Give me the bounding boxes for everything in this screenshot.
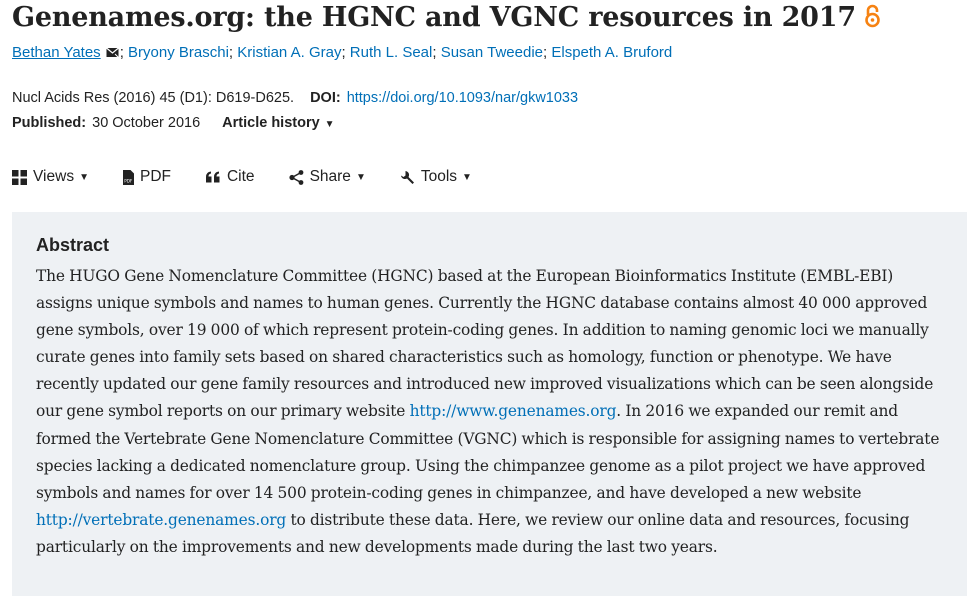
pdf-label: PDF <box>139 168 171 185</box>
email-icon[interactable] <box>106 45 119 62</box>
abstract-section <box>12 212 967 596</box>
share-icon <box>289 170 304 185</box>
views-label: Views <box>33 168 75 185</box>
article-history-dropdown[interactable] <box>222 115 334 131</box>
author-link[interactable]: Elspeth A. Bruford <box>551 44 673 61</box>
article-toolbar <box>12 166 506 188</box>
tools-button[interactable] <box>400 166 472 188</box>
open-access-lock-icon <box>864 4 881 35</box>
grid-icon <box>12 170 27 185</box>
author-link[interactable]: Ruth L. Seal <box>349 44 433 61</box>
abstract-text-part: The HUGO Gene Nomenclature Committee (HGNC) based at the European Bioinformatics Institute (EMBL-EBI) assigns unique symbols and names to human genes. Currently the HGNC database contains almost 40 000 approved gene symbols, over 19 000 of which represent protein-coding genes. In addition to naming genomic loci we manually curate genes into family sets based on shared characteristics such as homology, function or phenotype. We have recently updated our gene family resources and introduced new improved visualizations which can be seen alongside our gene symbol reports on our primary website <box>36 267 934 421</box>
svg-text:PDF: PDF <box>124 178 133 183</box>
abstract-text <box>36 263 946 561</box>
wrench-icon <box>400 170 415 185</box>
author-link[interactable]: Kristian A. Gray <box>237 44 342 61</box>
vgnc-link[interactable]: http://vertebrate.genenames.org <box>36 510 287 529</box>
published-date: 30 October 2016 <box>92 115 201 131</box>
citation-line <box>12 90 578 106</box>
pdf-file-icon <box>123 170 134 185</box>
article-history-label: Article history <box>222 115 320 131</box>
author-separator: ; <box>119 44 124 61</box>
author-link[interactable]: Bryony Braschi <box>128 44 229 61</box>
article-title-text: Genenames.org: the HGNC and VGNC resources in 2017 <box>12 2 856 33</box>
share-button[interactable] <box>289 166 366 188</box>
abstract-text-part: . In 2016 we expanded our remit and formed the Vertebrate Gene Nomenclature Committee (VGNC) which is responsible for assigning names to vertebrate species lacking a dedicated nomenclature group. Using the chimpanzee genome as a pilot project we have approved symbols and names for over 14 500 protein-coding genes in chimpanzee, and have developed a new website <box>36 402 940 502</box>
quote-icon <box>205 171 221 183</box>
author-separator: ; <box>543 44 548 61</box>
published-line <box>12 115 335 131</box>
share-label: Share <box>309 168 351 185</box>
doi-link[interactable]: https://doi.org/10.1093/nar/gkw1033 <box>346 90 579 106</box>
cite-button[interactable] <box>205 166 255 188</box>
cite-label: Cite <box>226 168 255 185</box>
author-separator: ; <box>341 44 346 61</box>
genenames-link[interactable]: http://www.genenames.org <box>409 402 617 421</box>
caret-down-icon: ▼ <box>79 171 89 183</box>
caret-down-icon: ▼ <box>355 171 366 183</box>
author-separator: ; <box>432 44 437 61</box>
journal-citation: Nucl Acids Res (2016) 45 (D1): D619-D625. <box>12 90 295 106</box>
published-label: Published: <box>12 115 87 131</box>
author-link[interactable]: Susan Tweedie <box>440 44 544 61</box>
pdf-button[interactable] <box>123 166 171 188</box>
tools-label: Tools <box>420 168 458 185</box>
caret-down-icon: ▼ <box>324 119 335 130</box>
author-link[interactable]: Bethan Yates <box>12 44 101 61</box>
caret-down-icon: ▼ <box>462 171 472 183</box>
views-button[interactable] <box>12 166 89 188</box>
abstract-text-part: to distribute these data. Here, we review our online data and resources, focusing particularly on the improvements and new developments made during the last two years. <box>36 510 910 556</box>
doi-label: DOI: <box>310 90 341 106</box>
article-title <box>12 2 881 35</box>
abstract-heading: Abstract <box>36 235 110 255</box>
author-list <box>12 44 672 62</box>
author-separator: ; <box>228 44 234 61</box>
